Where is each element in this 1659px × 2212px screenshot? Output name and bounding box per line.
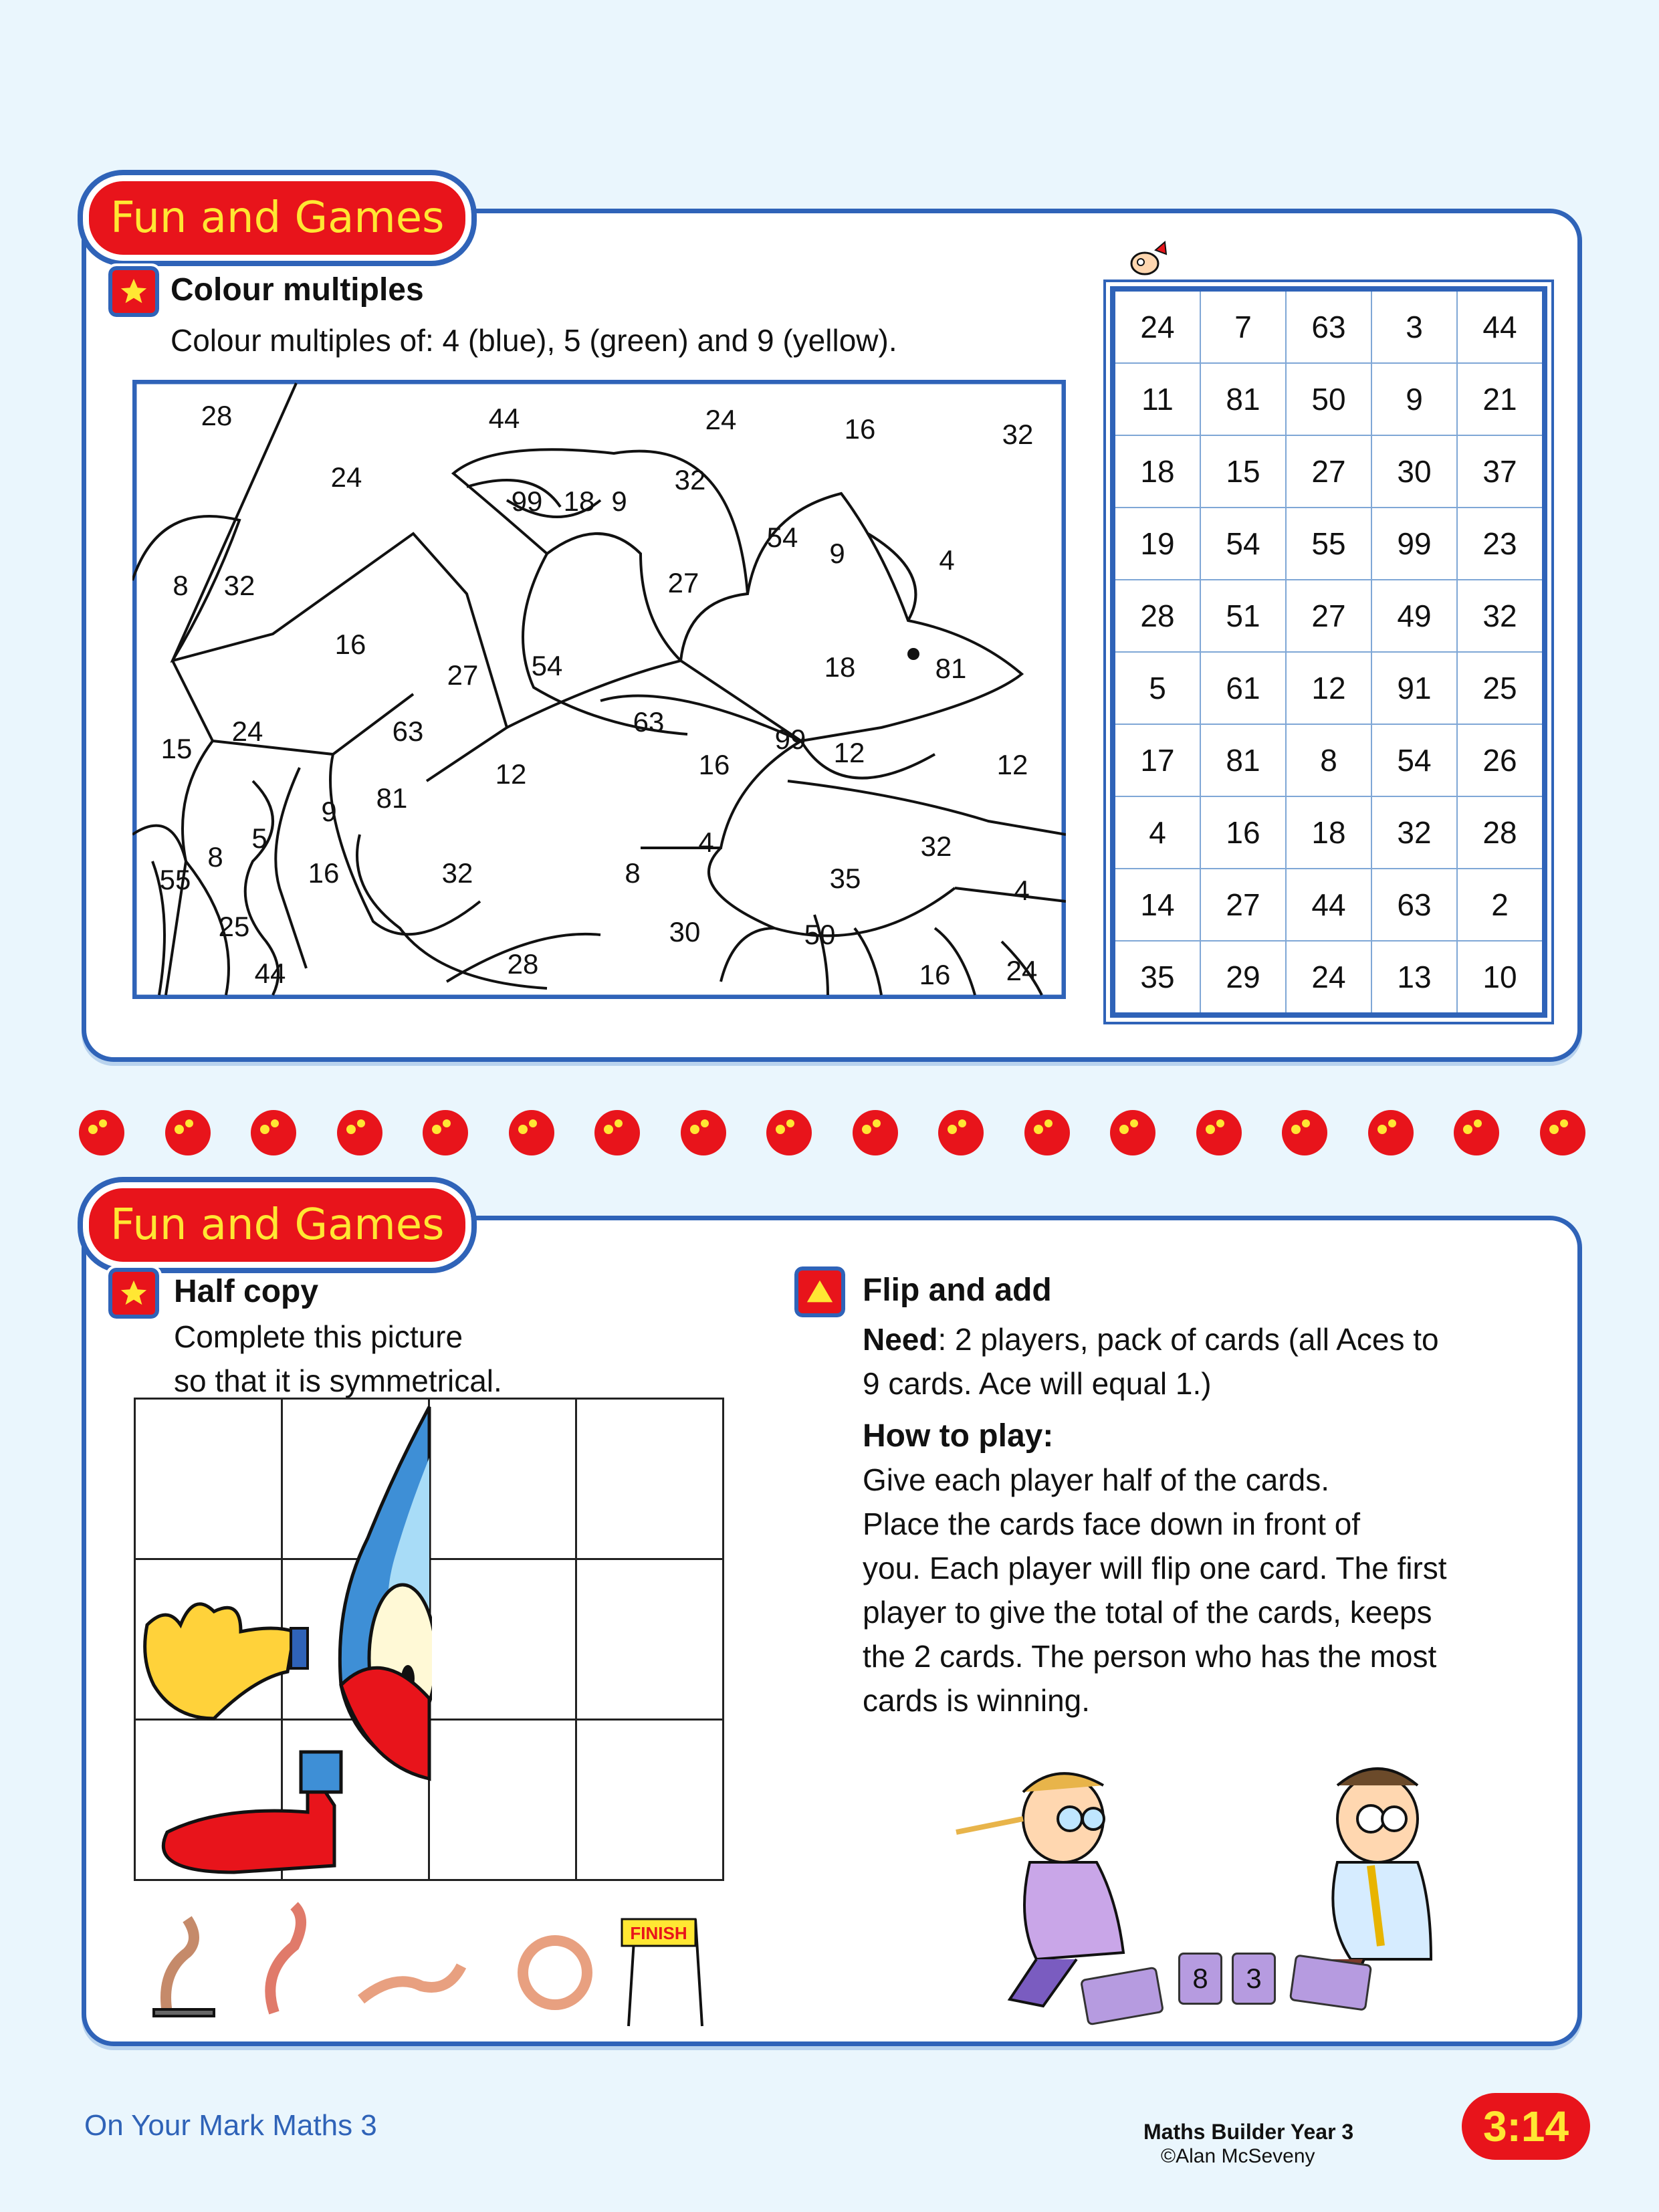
section-tab-fun-and-games	[83, 175, 471, 261]
divider-dot	[423, 1110, 468, 1155]
picture-number: 32	[441, 857, 473, 889]
picture-number: 27	[667, 567, 699, 598]
card-value: 3	[1246, 1963, 1262, 1994]
rule-line: player to give the total of the cards, keeps	[863, 1595, 1432, 1630]
grid-cell: 55	[1286, 508, 1371, 580]
copyright: ©Alan McSeveny	[1161, 2145, 1315, 2167]
card-value: 8	[1192, 1963, 1208, 1994]
picture-number: 4	[939, 544, 955, 576]
grid-cell: 32	[1457, 580, 1545, 652]
grid-cell: 14	[1113, 869, 1200, 941]
grid-cell: 16	[1200, 796, 1286, 869]
triangle-icon	[804, 1277, 835, 1307]
grid-cell: 27	[1286, 580, 1371, 652]
rule-line: the 2 cards. The person who has the most	[863, 1639, 1437, 1674]
picture-number: 8	[173, 570, 189, 601]
picture-number: 15	[160, 733, 193, 764]
how-to-play-heading: How to play:	[863, 1418, 1054, 1454]
half-copy-line-2: so that it is symmetrical.	[174, 1363, 502, 1398]
grid-cell: 29	[1200, 941, 1286, 1015]
picture-number: 54	[531, 650, 563, 681]
divider-dot	[165, 1110, 211, 1155]
picture-number: 9	[611, 485, 627, 517]
grid-cell: 27	[1200, 869, 1286, 941]
picture-number: 18	[824, 651, 856, 683]
picture-number: 32	[920, 831, 952, 862]
half-copy-heading: Half copy	[174, 1274, 319, 1309]
picture-number: 32	[1002, 419, 1034, 450]
book-title: Maths Builder Year 3	[1143, 2120, 1354, 2144]
divider-dot	[766, 1110, 812, 1155]
grid-cell: 61	[1200, 652, 1286, 724]
grid-cell: 49	[1371, 580, 1457, 652]
grid-cell: 9	[1371, 363, 1457, 435]
divider-dot	[79, 1110, 124, 1155]
picture-number: 8	[625, 857, 641, 889]
grid-cell: 63	[1286, 289, 1371, 363]
grid-cell: 10	[1457, 941, 1545, 1015]
grid-cell: 28	[1113, 580, 1200, 652]
triangle-badge	[794, 1266, 845, 1317]
picture-number: 99	[774, 724, 806, 755]
grid-cell: 5	[1113, 652, 1200, 724]
picture-number: 16	[919, 959, 951, 990]
divider-dot	[853, 1110, 898, 1155]
picture-number: 32	[674, 464, 706, 495]
half-character-illustration	[140, 1404, 432, 1886]
picture-number: 16	[308, 857, 340, 889]
picture-number: 81	[935, 653, 967, 684]
flipped-card	[1178, 1953, 1222, 2005]
grid-cell: 24	[1286, 941, 1371, 1015]
divider-dot	[681, 1110, 726, 1155]
grid-cell: 81	[1200, 363, 1286, 435]
peeking-character-illustration	[1125, 230, 1178, 284]
picture-number: 24	[330, 461, 362, 493]
grid-cell: 32	[1371, 796, 1457, 869]
picture-number: 99	[511, 485, 543, 517]
rule-line: Place the cards face down in front of	[863, 1507, 1361, 1541]
grid-cell: 51	[1200, 580, 1286, 652]
picture-number: 9	[829, 538, 845, 569]
divider-dot	[251, 1110, 296, 1155]
need-line-2: 9 cards. Ace will equal 1.)	[863, 1366, 1212, 1401]
grid-cell: 99	[1371, 508, 1457, 580]
picture-number: 50	[804, 919, 836, 950]
activity-instruction: Colour multiples of: 4 (blue), 5 (green) and 9 (yellow).	[171, 323, 897, 358]
picture-number: 25	[218, 911, 250, 942]
series-title: On Your Mark Maths 3	[84, 2109, 377, 2142]
rule-line: Give each player half of the cards.	[863, 1462, 1330, 1497]
flipped-card	[1232, 1953, 1276, 2005]
grid-cell: 30	[1371, 435, 1457, 508]
picture-number: 8	[207, 841, 223, 873]
picture-number: 12	[996, 749, 1028, 780]
grid-cell: 3	[1371, 289, 1457, 363]
picture-number: 30	[669, 916, 701, 948]
grid-cell: 18	[1286, 796, 1371, 869]
picture-number: 32	[223, 570, 255, 601]
picture-number: 24	[1006, 955, 1038, 986]
picture-number: 28	[201, 400, 233, 431]
picture-number: 63	[392, 715, 424, 747]
divider-dot	[1282, 1110, 1327, 1155]
grid-cell: 11	[1113, 363, 1200, 435]
grid-cell: 21	[1457, 363, 1545, 435]
need-text: : 2 players, pack of cards (all Aces to	[937, 1322, 1439, 1357]
need-line	[863, 1317, 1439, 1361]
picture-number: 27	[447, 659, 479, 691]
tab-label: Fun and Games	[110, 1200, 445, 1250]
half-copy-line-1: Complete this picture	[174, 1319, 463, 1354]
picture-number: 5	[251, 822, 267, 854]
grid-cell: 54	[1371, 724, 1457, 796]
star-icon	[118, 276, 149, 307]
card-players-illustration	[950, 1745, 1498, 2026]
colouring-picture	[132, 380, 1066, 999]
grid-cell: 27	[1286, 435, 1371, 508]
rule-line: cards is winning.	[863, 1683, 1091, 1718]
racing-worms-illustration	[140, 1892, 709, 2033]
page-number-badge	[1462, 2093, 1590, 2160]
grid-cell: 24	[1113, 289, 1200, 363]
grid-cell: 15	[1200, 435, 1286, 508]
grid-cell: 23	[1457, 508, 1545, 580]
picture-number: 24	[705, 404, 737, 435]
picture-number: 44	[254, 958, 286, 989]
picture-number: 18	[563, 485, 595, 517]
divider-dot	[1368, 1110, 1414, 1155]
picture-number: 24	[231, 715, 263, 747]
picture-number: 16	[698, 749, 730, 780]
picture-number: 63	[633, 706, 665, 738]
picture-number: 4	[698, 826, 714, 858]
divider-dot	[337, 1110, 382, 1155]
grid-cell: 54	[1200, 508, 1286, 580]
grid-cell: 25	[1457, 652, 1545, 724]
grid-cell: 63	[1371, 869, 1457, 941]
picture-number: 81	[376, 782, 408, 814]
grid-cell: 44	[1286, 869, 1371, 941]
grid-cell: 35	[1113, 941, 1200, 1015]
grid-cell: 50	[1286, 363, 1371, 435]
section-tab-fun-and-games-2	[83, 1182, 471, 1268]
tab-label: Fun and Games	[110, 193, 445, 243]
grid-cell: 17	[1113, 724, 1200, 796]
divider-dot	[1196, 1110, 1242, 1155]
grid-cell: 44	[1457, 289, 1545, 363]
grid-cell: 28	[1457, 796, 1545, 869]
picture-number: 9	[321, 796, 337, 827]
picture-number: 16	[844, 413, 876, 445]
star-badge	[108, 1268, 159, 1319]
picture-number: 16	[334, 629, 366, 660]
grid-cell: 7	[1200, 289, 1286, 363]
picture-number: 12	[495, 758, 527, 790]
grid-cell: 13	[1371, 941, 1457, 1015]
page-number: 3:14	[1482, 2102, 1569, 2150]
divider-dot	[594, 1110, 640, 1155]
picture-number: 12	[833, 737, 865, 768]
picture-number: 35	[829, 863, 861, 894]
divider-dot	[1024, 1110, 1070, 1155]
grid-cell: 91	[1371, 652, 1457, 724]
picture-number: 54	[766, 522, 798, 553]
picture-number: 44	[488, 403, 520, 434]
grid-cell: 81	[1200, 724, 1286, 796]
finish-sign-label: FINISH	[630, 1923, 687, 1943]
grid-cell: 2	[1457, 869, 1545, 941]
activity-heading: Colour multiples	[171, 272, 424, 308]
grid-cell: 8	[1286, 724, 1371, 796]
star-icon	[118, 1278, 149, 1309]
star-badge	[108, 266, 159, 317]
divider-dot	[1540, 1110, 1585, 1155]
divider-dot	[1110, 1110, 1155, 1155]
grid-cell: 18	[1113, 435, 1200, 508]
grid-cell: 19	[1113, 508, 1200, 580]
picture-number: 28	[507, 948, 539, 980]
picture-number: 4	[1014, 875, 1030, 906]
divider-dot	[938, 1110, 984, 1155]
need-label: Need	[863, 1322, 938, 1357]
grid-cell: 26	[1457, 724, 1545, 796]
grid-cell: 12	[1286, 652, 1371, 724]
divider-dot	[1454, 1110, 1499, 1155]
number-grid	[1110, 286, 1547, 1018]
grid-cell: 37	[1457, 435, 1545, 508]
grid-cell: 4	[1113, 796, 1200, 869]
flip-and-add-heading: Flip and add	[863, 1273, 1052, 1308]
rule-line: you. Each player will flip one card. The first	[863, 1551, 1447, 1585]
picture-number: 55	[159, 864, 191, 895]
divider-dot	[509, 1110, 554, 1155]
